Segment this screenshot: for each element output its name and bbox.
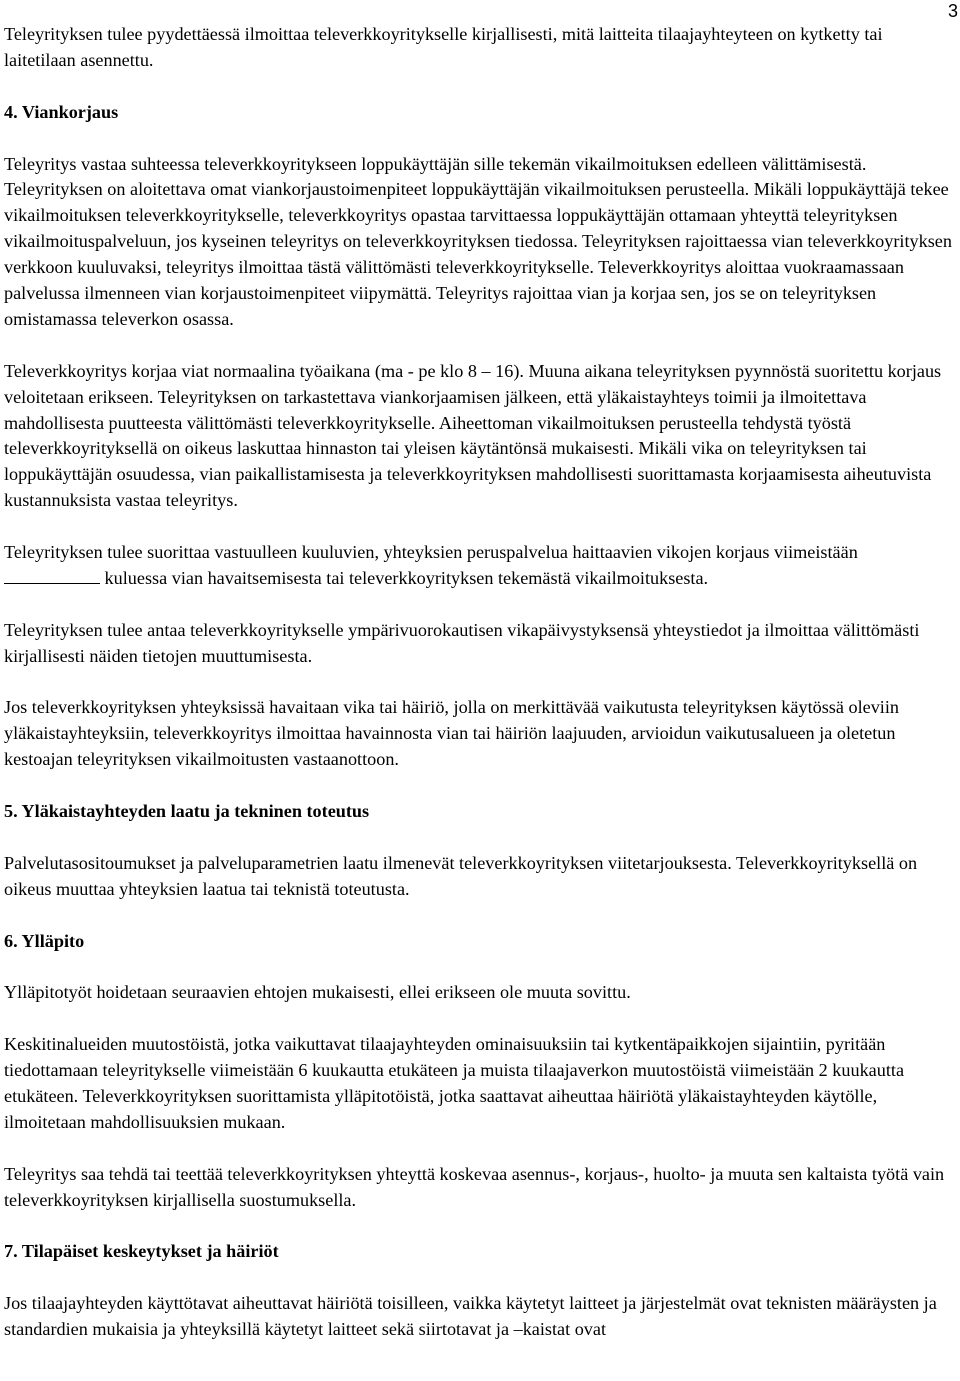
section-heading-yllapito: 6. Ylläpito [4,930,85,951]
paragraph-palvelutaso: Palvelutasositoumukset ja palveluparametrien laatu ilmenevät televerkkoyrityksen viitetarjouksesta. Televerkkoyrityksellä on oikeus muuttaa yhteyksien laatua tai teknistä toteutusta. [4,852,918,899]
section-heading-viankorjaus: 4. Viankorjaus [4,101,119,122]
document-body [4,22,952,1369]
paragraph-vikapaivystys: Teleyrityksen tulee antaa televerkkoyritykselle ympärivuorokautisen vikapäivystyksensä yhteystiedot ja ilmoittaa välittömästi kirjallisesti näiden tietojen muuttumisesta. [4,619,920,666]
paragraph-yllapito-ehdot: Ylläpitotyöt hoidetaan seuraavien ehtojen mukaisesti, ellei erikseen ole muuta sovittu. [4,982,631,1003]
paragraph-muutostyot: Keskitinalueiden muutostöistä, jotka vaikuttavat tilaajayhteyden ominaisuuksiin tai kytkentäpaikkojen sijaintiin, pyritään tiedottamaan teleyritykselle viimeistään 6 kuukautta etukäteen ja muista tilaajaverkon muutostöistä viimeistään 2 kuukautta etukäteen. Televerkkoyrityksen suorittamista ylläpitotöistä, jotka saattavat aiheuttaa häiriötä yläkaistayhteyden käytölle, ilmoitetaan mahdollisuuksien mukaan. [4,1034,905,1132]
korjausaika-text-after: kuluessa vian havaitsemisesta tai televerkkoyrityksen tekemästä vikailmoituksesta. [104,567,709,588]
paragraph-hairio-ilmoitus: Jos televerkkoyrityksen yhteyksissä havaitaan vika tai häiriö, jolla on merkittävää vaikutusta teleyrityksen käytössä oleviin yläkaistayhteyksiin, televerkkoyritys ilmoittaa havainnosta vian tai häiriön laajuuden, arvioidun vaikutusalueen ja oletetun kestoajan teleyrityksen vikailmoitusten vastaanottoon. [4,697,899,770]
intro-paragraph: Teleyrityksen tulee pyydettäessä ilmoittaa televerkkoyritykselle kirjallisesti, mitä laitteita tilaajayhteyteen on kytketty tai laitetilaan asennettu. [4,24,883,70]
paragraph-hairiot: Jos tilaajayhteyden käyttötavat aiheuttavat häiriötä toisilleen, vaikka käytetyt laitteet ja järjestelmät ovat teknisten määräysten ja standardien mukaisia ja yhteyksillä käytetyt laitteet sekä siirtotavat ja –kaistat ovat [4,1293,937,1340]
section-heading-laatu: 5. Yläkaistayhteyden laatu ja tekninen toteutus [4,801,370,822]
korjausaika-text-before: Teleyrityksen tulee suorittaa vastuulleen kuuluvien, yhteyksien peruspalvelua haittaavien vikojen korjaus viimeistään [4,542,858,563]
paragraph-vikailmoitus: Teleyritys vastaa suhteessa televerkkoyritykseen loppukäyttäjän sille tekemän vikailmoituksen edelleen välittämisestä. Teleyrityksen on aloitettava omat viankorjaustoimenpiteet loppukäyttäjän vikailmoituksen perusteella. Mikäli loppukäyttäjä tekee vikailmoituksen televerkkoyritykselle, televerkkoyritys opastaa tarvittaessa loppukäyttäjän ottamaan yhteyttä teleyrityksen vikailmoituspalveluun, jos kyseinen teleyritys on televerkkoyrityksen tiedossa. Teleyrityksen rajoittaessa vian televerkkoyrityksen verkkoon kuuluvaksi, teleyritys ilmoittaa tästä välittömästi televerkkoyritykselle. Televerkkoyritys aloittaa vuokraamassaan palvelussa ilmenneen vian korjaustoimenpiteet viipymättä. Teleyritys rajoittaa vian ja korjaa sen, jos se on teleyrityksen omistamassa televerkon osassa. [4,153,952,329]
paragraph-suostumus: Teleyritys saa tehdä tai teettää televerkkoyrityksen yhteyttä koskevaa asennus-, korjaus-, huolto- ja muuta sen kaltaista työtä vain televerkkoyrityksen kirjallisella suostumuksella. [4,1163,945,1210]
paragraph-korjausaika [4,540,952,592]
section-heading-keskeytykset: 7. Tilapäiset keskeytykset ja häiriöt [4,1241,279,1262]
blank-fill-line [4,569,100,584]
paragraph-tyoaika: Televerkkoyritys korjaa viat normaalina työaikana (ma - pe klo 8 – 16). Muuna aikana teleyrityksen pyynnöstä suoritettu korjaus veloitetaan erikseen. Teleyrityksen on tarkastettava viankorjaamisen jälkeen, että yläkaistayhteys toimii ja ilmoitettava mahdollisesta puutteesta välittömästi televerkkoyritykselle. Aiheettoman vikailmoituksen perusteella tehdystä työstä televerkkoyrityksellä on oikeus laskuttaa hinnaston tai yleisen käytäntönsä mukaisesti. Mikäli vika on teleyrityksen tai loppukäyttäjän osuudessa, vian paikallistamisesta ja televerkkoyrityksen mahdollisesti suorittamasta korjaamisesta aiheutuvista kustannuksista vastaa teleyritys. [4,360,942,511]
page-number: 3 [947,1,958,21]
